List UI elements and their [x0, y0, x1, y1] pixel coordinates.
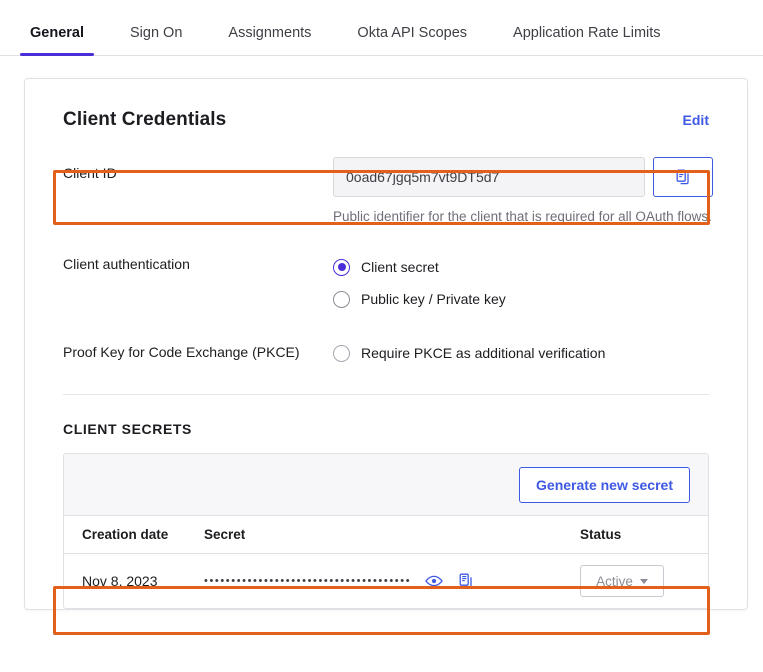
tab-assignments[interactable]: Assignments: [228, 25, 312, 41]
checkbox-require-pkce[interactable]: [333, 340, 709, 366]
copy-icon[interactable]: [457, 572, 475, 590]
cell-creation-date: Nov 8, 2023: [82, 573, 158, 589]
copy-icon[interactable]: [653, 157, 713, 197]
radio-client-secret[interactable]: [333, 254, 709, 280]
pkce-row: [63, 340, 709, 372]
column-header-creation-date: Creation date: [82, 527, 169, 542]
radio-icon-unchecked: [333, 291, 350, 308]
client-authentication-label: Client authentication: [63, 256, 190, 272]
card-header: [63, 109, 709, 131]
client-id-row: [63, 157, 712, 226]
table-row: [64, 554, 708, 608]
client-authentication-row: [63, 252, 709, 318]
client-id-input[interactable]: 0oad67jgq5m7vt9DT5d7: [333, 157, 645, 197]
radio-public-private-key[interactable]: [333, 286, 709, 312]
client-id-label: Client ID: [63, 165, 117, 181]
edit-button[interactable]: Edit: [682, 112, 709, 128]
eye-icon[interactable]: [425, 574, 443, 588]
table-toolbar: [64, 454, 708, 516]
client-secrets-heading: CLIENT SECRETS: [63, 421, 192, 437]
tab-application-rate-limits[interactable]: Application Rate Limits: [513, 25, 661, 41]
client-id-field-group: [333, 157, 713, 226]
table-header: [64, 516, 708, 554]
tab-bar: [0, 0, 763, 56]
generate-new-secret-button[interactable]: Generate new secret: [519, 467, 690, 503]
checkbox-icon: [333, 345, 350, 362]
tab-general[interactable]: General: [24, 25, 90, 55]
divider: [63, 394, 709, 395]
tab-sign-on[interactable]: Sign On: [130, 25, 183, 41]
tab-okta-api-scopes[interactable]: Okta API Scopes: [357, 25, 468, 41]
chevron-down-icon: [640, 579, 648, 584]
pkce-label: Proof Key for Code Exchange (PKCE): [63, 344, 300, 360]
client-credentials-card: [24, 78, 748, 610]
checkbox-require-pkce-label: Require PKCE as additional verification: [361, 345, 606, 361]
radio-icon-checked: [333, 259, 350, 276]
page-title: Client Credentials: [63, 109, 227, 130]
client-secrets-table: [63, 453, 709, 609]
client-authentication-options: [333, 252, 709, 318]
column-header-status: Status: [580, 527, 622, 542]
cell-secret: [204, 572, 580, 590]
column-header-secret: Secret: [204, 527, 246, 542]
pkce-options: [333, 340, 709, 372]
status-badge: Active: [596, 573, 633, 589]
radio-client-secret-label: Client secret: [361, 259, 439, 275]
radio-public-private-key-label: Public key / Private key: [361, 291, 506, 307]
secret-masked-value: ••••••••••••••••••••••••••••••••••••••: [204, 575, 412, 587]
page-body: [0, 56, 763, 610]
cell-status: [580, 565, 690, 597]
status-dropdown[interactable]: [580, 565, 664, 597]
client-id-help-text: Public identifier for the client that is required for all OAuth flows.: [333, 209, 712, 224]
